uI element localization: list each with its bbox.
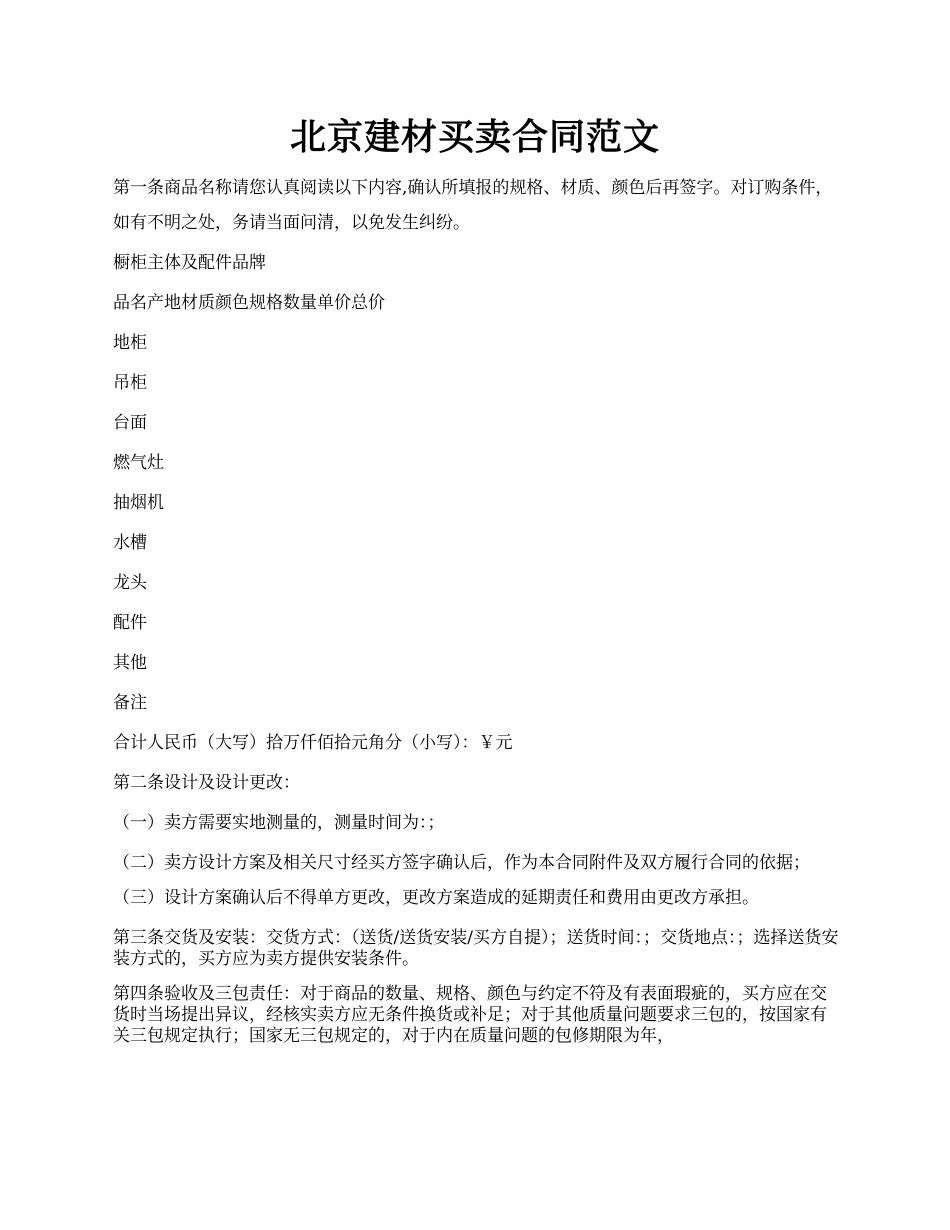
item-remarks: 备注 [113,693,147,713]
item-other: 其他 [113,653,147,673]
paragraph-article-2: 第二条设计及设计更改： [113,773,300,793]
paragraph-notice: 如有不明之处，务请当面问清，以免发生纠纷。 [113,213,470,233]
paragraph-total: 合计人民币（大写）拾万仟佰拾元角分（小写）：￥元 [113,733,513,753]
document-body [113,178,841,1061]
document-title: 北京建材买卖合同范文 [289,116,660,158]
paragraph-article-4: 第四条验收及三包责任：对于商品的数量、规格、颜色与约定不符及有表面瑕疵的，买方应在交货时当场提出异议，经核实卖方应无条件换货或补足；对于其他质量问题要求三包的，按国家有关三包规定执行；国家无三包规定的，对于内在质量问题的包修期限为年， [113,984,827,1046]
item-countertop: 台面 [113,413,147,433]
paragraph-article-2-item-1: （一）卖方需要实地测量的，测量时间为：； [113,813,445,833]
item-base-cabinet: 地柜 [113,333,147,353]
item-wall-cabinet: 吊柜 [113,373,147,393]
item-sink: 水槽 [113,533,147,553]
paragraph-brand: 橱柜主体及配件品牌 [113,253,266,273]
item-range-hood: 抽烟机 [113,493,164,513]
item-accessories: 配件 [113,613,147,633]
paragraph-article-3: 第三条交货及安装：交货方式：（送货/送货安装/买方自提）；送货时间：；交货地点：；选择送货安装方式的，买方应为卖方提供安装条件。 [113,928,839,969]
item-faucet: 龙头 [113,573,147,593]
paragraph-article-1: 第一条商品名称请您认真阅读以下内容,确认所填报的规格、材质、颜色后再签字。对订购条件， [113,178,833,198]
paragraph-article-2-item-3: （三）设计方案确认后不得单方更改，更改方案造成的延期责任和费用由更改方承担。 [113,888,759,908]
item-gas-stove: 燃气灶 [113,453,164,473]
paragraph-columns: 品名产地材质颜色规格数量单价总价 [113,293,385,313]
paragraph-article-2-item-2: （二）卖方设计方案及相关尺寸经买方签字确认后，作为本合同附件及双方履行合同的依据； [113,853,810,873]
